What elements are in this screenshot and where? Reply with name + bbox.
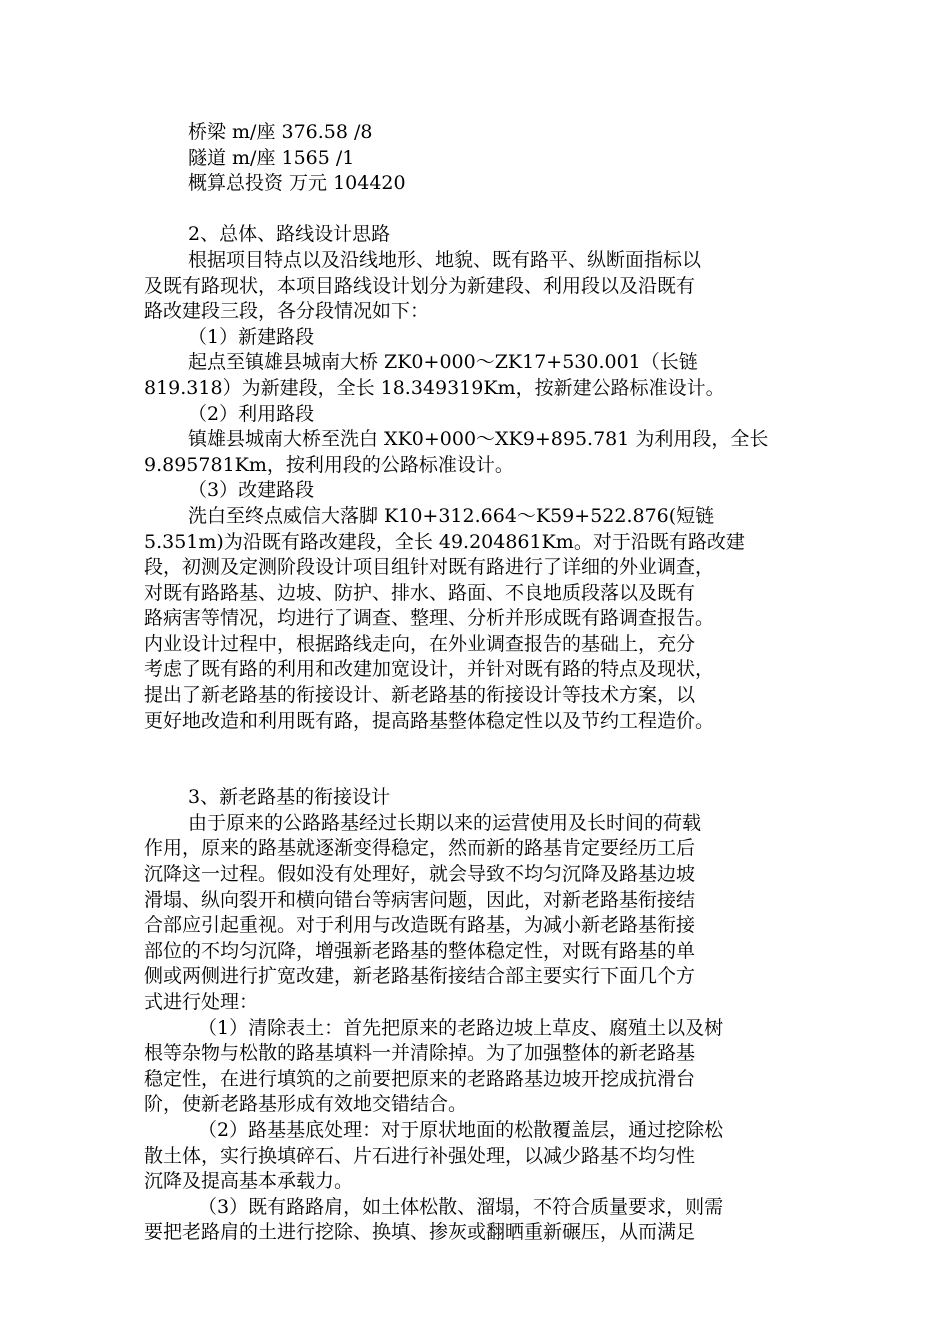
paragraph-line: 及既有路现状，本项目路线设计划分为新建段、利用段以及沿既有 [144, 274, 696, 297]
list-item-base-treatment: （2）路基基底处理：对于原状地面的松散覆盖层，通过挖除松 [198, 1118, 724, 1141]
paragraph-line: 对既有路路基、边坡、防护、排水、路面、不良地质段落以及既有 [144, 581, 696, 604]
document-page [144, 120, 804, 1246]
spacer [144, 734, 804, 785]
paragraph-line: 9.895781Km，按利用段的公路标准设计。 [144, 453, 514, 476]
paragraph-line: 段，初测及定测阶段设计项目组针对既有路进行了详细的外业调查， [144, 556, 715, 579]
paragraph-line: 根等杂物与松散的路基填料一并清除掉。为了加强整体的新老路基 [144, 1042, 696, 1065]
subheading-use-section: （2）利用路段 [188, 402, 315, 425]
list-item-road-shoulder: （3）既有路路肩，如土体松散、溜塌，不符合质量要求，则需 [198, 1195, 724, 1218]
paragraph-line: 沉降及提高基本承载力。 [144, 1170, 354, 1193]
paragraph-line: 稳定性，在进行填筑的之前要把原来的老路路基边坡开挖成抗滑台 [144, 1067, 696, 1090]
paragraph-line: 5.351m)为沿既有路改建段，全长 49.204861Km。对于沿既有路改建 [144, 530, 745, 553]
paragraph-line: 式进行处理： [144, 991, 259, 1013]
paragraph-line: 提出了新老路基的衔接设计、新老路基的衔接设计等技术方案，以 [144, 684, 696, 707]
paragraph-line: 阶，使新老路基形成有效地交错结合。 [144, 1093, 468, 1116]
paragraph-line: 根据项目特点以及沿线地形、地貌、既有路平、纵断面指标以 [188, 248, 702, 271]
paragraph-line: 作用，原来的路基就逐渐变得稳定，然而新的路基肯定要经历工后 [144, 837, 696, 860]
paragraph-line: 滑塌、纵向裂开和横向错台等病害问题，因此，对新老路基衔接结 [144, 888, 696, 911]
paragraph-line: 洗白至终点威信大落脚 K10+312.664～K59+522.876(短链 [188, 504, 715, 527]
paragraph-line: 路病害等情况，均进行了调查、整理、分析并形成既有路调查报告。 [144, 607, 715, 630]
stat-bridge: 桥梁 m/座 376.58 /8 [188, 121, 373, 143]
paragraph-line: 考虑了既有路的利用和改建加宽设计，并针对既有路的特点及现状， [144, 658, 715, 681]
stat-tunnel: 隧道 m/座 1565 /1 [188, 146, 355, 169]
paragraph-line: 部位的不均匀沉降，增强新老路基的整体稳定性，对既有路基的单 [144, 939, 696, 962]
spacer [144, 197, 804, 223]
paragraph-line: 镇雄县城南大桥至洗白 XK0+000～XK9+895.781 为利用段，全长 [188, 428, 769, 451]
paragraph-line: 更好地改造和利用既有路，提高路基整体稳定性以及节约工程造价。 [144, 709, 715, 732]
paragraph-line: 819.318）为新建段，全长 18.349319Km，按新建公路标准设计。 [144, 376, 725, 399]
section2-heading: 2、总体、路线设计思路 [188, 223, 391, 246]
paragraph-line: 散土体，实行换填碎石、片石进行补强处理，以减少路基不均匀性 [144, 1144, 696, 1167]
paragraph-line: 内业设计过程中，根据路线走向，在外业调查报告的基础上，充分 [144, 632, 696, 655]
paragraph-line: 要把老路肩的土进行挖除、换填、掺灰或翻晒重新碾压，从而满足 [144, 1221, 696, 1244]
list-item-clear-topsoil: （1）清除表土：首先把原来的老路边坡上草皮、腐殖土以及树 [198, 1016, 724, 1039]
stat-investment: 概算总投资 万元 104420 [188, 172, 406, 195]
paragraph-line: 起点至镇雄县城南大桥 ZK0+000～ZK17+530.001（长链 [188, 351, 698, 374]
paragraph-line: 合部应引起重视。对于利用与改造既有路基，为减小新老路基衔接 [144, 914, 696, 937]
paragraph-line: 沉降这一过程。假如没有处理好，就会导致不均匀沉降及路基边坡 [144, 863, 696, 886]
paragraph-line: 路改建段三段，各分段情况如下： [144, 300, 430, 323]
paragraph-line: 侧或两侧进行扩宽改建，新老路基衔接结合部主要实行下面几个方 [144, 965, 696, 988]
section3-heading: 3、新老路基的衔接设计 [188, 786, 391, 809]
paragraph-line: 由于原来的公路路基经过长期以来的运营使用及长时间的荷载 [188, 811, 702, 834]
subheading-rebuild-section: （3）改建路段 [188, 479, 315, 502]
subheading-new-section: （1）新建路段 [188, 325, 315, 348]
